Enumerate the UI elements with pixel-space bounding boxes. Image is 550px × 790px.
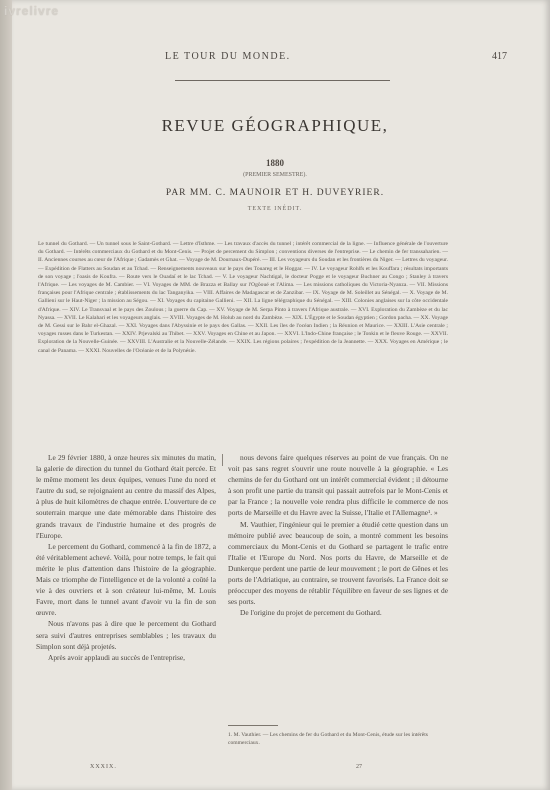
sheet-number: 27 <box>356 764 362 770</box>
body-paragraph: De l'origine du projet de percement du Gothard. <box>240 608 382 618</box>
article-title: REVUE GÉOGRAPHIQUE, <box>161 116 389 135</box>
footnote: 1. M. Vauthier. — Les chemins de fer du Gothard et du Mont-Cenis, étude sur les intérêts commerciaux. <box>228 732 428 746</box>
body-paragraph: M. Vauthier, l'ingénieur qui le premier a étudié cette question dans un mémoire publié avec beaucoup de soin, a montré comment les besoins commerciaux du Mont-Cenis et du Gothard se partagent le trafic entre l'Italie et l'Europe du Nord. Nos ports du Havre, de Marseille et de Dunkerque perdent une partie de leur mouvement ; le port de Gênes et les ports de l'Adriatique, au contraire, se trouvent favorisés. La France doit se préoccuper des moyens de rétablir l'équilibre en faveur de ses lignes et de ses ports. <box>228 519 448 607</box>
summary-paragraph: Le tunnel du Gothard. — Un tunnel sous le Saint-Gothard. — Lettre d'Isthme. — Les travaux d'accès du tunnel ; intérêt commercial de la ligne. — Influence générale de l'ouverture du Gothard. — Intérêts commerciaux du Gothard et du Mont-Cenis. — Projet de percement du Simplon ; conventions diverses de l'entreprise. — Le chemin de fer transsaharien. — II. Anciennes courses au cœur de l'Afrique ; Gadamès et Ghat. — Voyage de M. Dournaux-Dupéré. — III. Les voyageurs du Soudan et les frontières du Niger. — Lettres du voyageur. — Expédition de Flatters au Soudan et au Tchad. — Renseignements nouveaux sur le pays des Touareg et le Hoggar. — IV. Le voyageur Rohlfs et les Kouffara ; résultats importants de son voyage ; l'oasis de Koufra. — Route vers le Ouadaï et le lac Tchad. — V. Le voyageur Nachtigal, le docteur Pogge et le voyageur Buchner au Congo ; Stanley à travers l'Afrique. — Les voyages de M. Cambier. — VI. Voyages de MM. de Brazza et Ballay sur l'Ogôoué et l'Alima. — Les missions catholiques du Victoria-Nyanza. — VII. Missions françaises pour l'Afrique centrale ; établissements du lac Tanganyika. — VIII. Affaires de Madagascar et de Zanzibar. — IX. Voyage de M. Soleillet au Sénégal. — X. Voyage de M. Gallieni sur le Haut-Niger ; la mission au Ségou. — XI. Voyages du capitaine Gallieni. — XII. La ligne télégraphique du Sénégal. — XIII. Colonies anglaises sur la côte occidentale d'Afrique. — XIV. Le Transvaal et le pays des Zoulous ; la guerre du Cap. — XV. Voyage de M. Serpa Pinto à travers l'Afrique australe. — XVI. Exploration du Zambèze et du lac Nyassa. — XVII. Le Kalahari et les voyageurs anglais. — XVIII. Voyages de M. Holub au nord du Zambèze. — XIX. L'Égypte et le Soudan égyptien ; Gordon pacha. — XX. Voyage de M. Gessi sur le Bahr el-Ghazal. — XXI. Voyages dans l'Abyssinie et le pays des Gallas. — XXII. Les îles de l'océan Indien ; la Réunion et Maurice. — XXIII. L'Asie centrale ; voyages russes dans le Turkestan. — XXIV. Prjevalski au Thibet. — XXV. Voyages en Chine et au Japon. — XXVI. L'Indo-Chine française ; le Tonkin et le fleuve Rouge. — XXVII. Exploration de la Nouvelle-Guinée. — XXVIII. L'Australie et la Nouvelle-Zélande. — XXIX. Les régions polaires ; l'expédition de la Jeannette. — XXX. Voyages en Amérique ; le canal de Panama. — XXXI. Nouvelles de l'Océanie et de la Polynésie. <box>38 241 448 354</box>
body-paragraph: Après avoir applaudi au succès de l'entreprise, <box>48 652 185 662</box>
running-head: LE TOUR DU MONDE. <box>165 51 291 62</box>
header-rule <box>175 80 390 81</box>
body-paragraph: Nous n'avons pas à dire que le percement du Gothard sera suivi d'autres entreprises semblables ; les travaux du Simplon sont déjà projetés. <box>36 619 216 651</box>
article-subtitle: (PREMIER SEMESTRE). <box>243 172 307 178</box>
article-part-note: TEXTE INÉDIT. <box>247 206 303 212</box>
footnote-rule <box>228 725 278 726</box>
body-paragraph: Le percement du Gothard, commencé à la fin de 1872, a été véritablement achevé. Voilà, pour notre temps, le fait qui mérite le plus d'attention dans l'histoire de la géographie. Mais ce triomphe de l'intelligence et de la volonté a coûté la vie à des ouvriers et à son créateur lui-même, M. Louis Favre, mort dans le tunnel avant d'avoir vu la fin de son œuvre. <box>36 541 216 618</box>
body-paragraph: nous devons faire quelques réserves au point de vue français. On ne voit pas sans regret s'ouvrir une route nouvelle à la géographie. « Les chemins de fer du Gothard ont un intérêt commercial évident ; il détourne à son profit une partie du transit qui passait autrefois par le Mont-Cenis et par la France ; la nouvelle voie rendra plus difficile le commerce de nos ports de Marseille et du Havre avec la Suisse, l'Italie et l'Allemagne¹. » <box>228 453 448 518</box>
printer-signature: XXXIX. <box>90 764 117 770</box>
body-right-column <box>228 452 448 618</box>
watermark: ivrelivre <box>4 4 60 18</box>
article-authors: PAR MM. C. MAUNOIR ET H. DUVEYRIER. <box>165 188 385 198</box>
body-left-column <box>36 452 216 663</box>
body-paragraph: Le 29 février 1880, à onze heures six minutes du matin, la galerie de direction du tunnel du Gothard était percée. Et le même moment les deux équipes, venues l'une du nord et l'autre du sud, se rejoignaient au centre du massif des Alpes, à plus de huit kilomètres de chaque entrée. L'ouverture de ce souterrain marque une date mémorable dans l'histoire des grands travaux de l'industrie humaine et des progrès de l'Europe. <box>36 453 216 540</box>
article-year: 1880 <box>266 158 284 168</box>
page-number: 417 <box>492 51 507 62</box>
column-divider <box>222 454 223 466</box>
